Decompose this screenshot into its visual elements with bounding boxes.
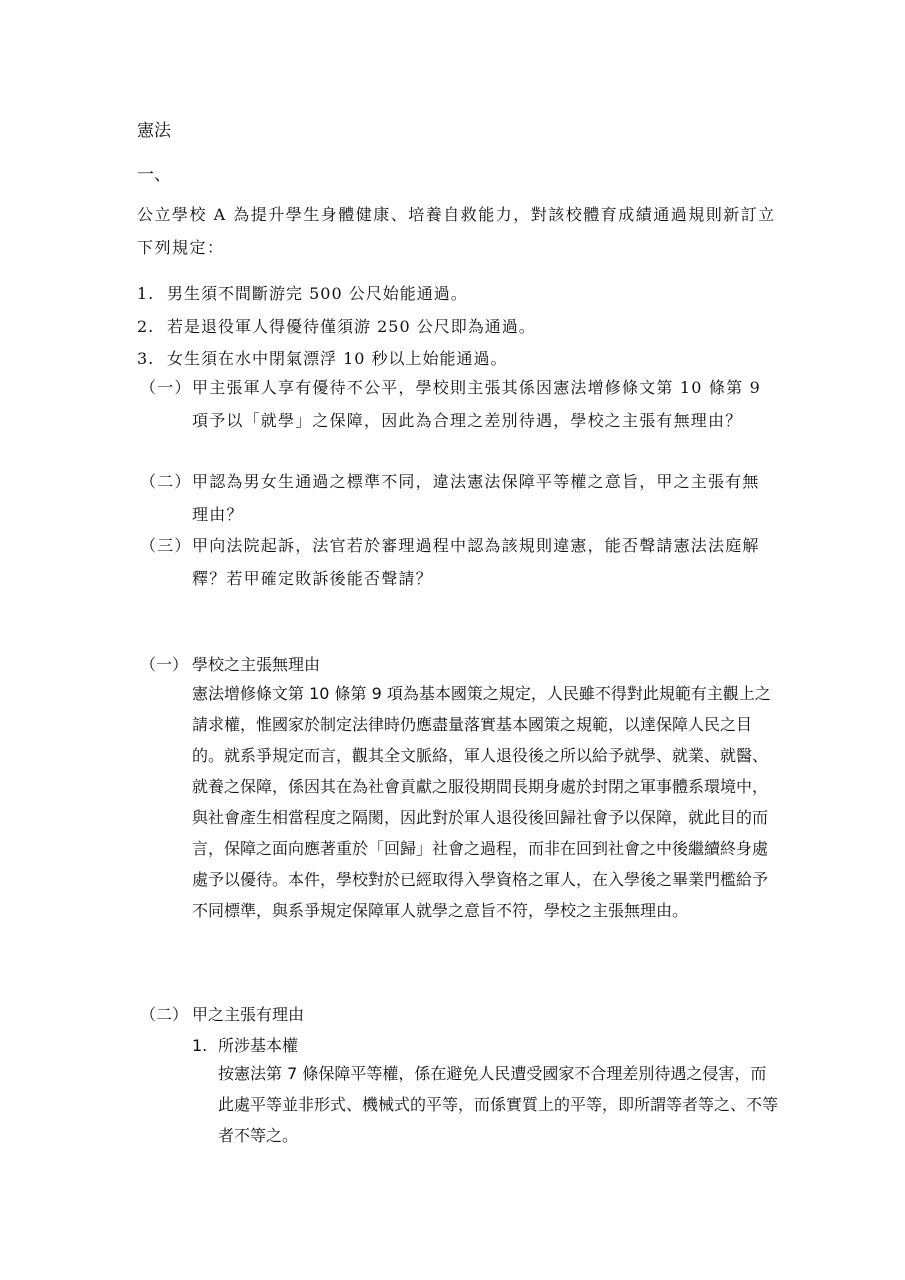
answer-heading-text: 甲之主張有理由 <box>192 1005 305 1024</box>
question-text: 甲認為男女生通過之標準不同，違法憲法保障平等權之意旨，甲之主張有無理由？ <box>192 472 760 524</box>
subsection-number: 1. <box>192 1036 208 1055</box>
rule-text: 男生須不間斷游完 500 公尺始能通過。 <box>167 284 468 303</box>
question-text: 甲向法院起訴，法官若於審理過程中認為該規則違憲，能否聲請憲法法庭解釋？若甲確定敗訴後能否聲請？ <box>192 536 760 588</box>
rule-text: 若是退役軍人得優待僅須游 250 公尺即為通過。 <box>167 317 536 336</box>
subsection-heading-text: 所涉基本權 <box>218 1036 299 1055</box>
subsection-heading <box>192 1033 298 1056</box>
answer-mark: （一） <box>140 655 189 674</box>
rule-item <box>137 346 508 369</box>
rule-number: 1. <box>137 284 155 303</box>
answer-heading-text: 學校之主張無理由 <box>192 655 321 674</box>
answer-heading <box>140 652 320 675</box>
question-text: 甲主張軍人享有優待不公平，學校則主張其係因憲法增修條文第 10 條第 9 項予以「就學」之保障，因此為合理之差別待遇，學校之主張有無理由？ <box>192 378 761 430</box>
question-item <box>140 371 765 437</box>
rule-text: 女生須在水中閉氣漂浮 10 秒以上始能通過。 <box>167 349 508 368</box>
rule-item <box>137 314 536 337</box>
rule-number: 2. <box>137 317 155 336</box>
section-number: 一、 <box>137 165 171 185</box>
subsection-body: 按憲法第 7 條保障平等權，係在避免人民遭受國家不合理差別待遇之侵害，而此處平等並非形式、機械式的平等，而係實質上的平等，即所謂等者等之、不等者不等之。 <box>218 1064 779 1145</box>
answer-heading <box>140 1002 304 1025</box>
rule-number: 3. <box>137 349 155 368</box>
answer-body: 憲法增修條文第 10 條第 9 項為基本國策之規定，人民雖不得對此規範有主觀上之請求權，惟國家於制定法律時仍應盡量落實基本國策之規範，以達保障人民之目的。就系爭規定而言，觀其全文脈絡，軍人退役後之所以給予就學、就業、就醫、就養之保障，係因其在為社會貢獻之服役期間長期身處於封閉之軍事體系環境中，與社會產生相當程度之隔閡，因此對於軍人退役後回歸社會予以保障，就此目的而言，保障之面向應著重於「回歸」社會之過程，而非在回到社會之中後繼續終身處處予以優待。本件，學校對於已經取得入學資格之軍人，在入學後之畢業門檻給予不同標準，與系爭規定保障軍人就學之意旨不符，學校之主張無理由。 <box>192 684 771 920</box>
question-mark: （三） <box>140 536 192 555</box>
question-mark: （二） <box>140 472 192 491</box>
answer-mark: （二） <box>140 1005 189 1024</box>
question-mark: （一） <box>140 378 192 397</box>
question-item <box>140 465 765 531</box>
rule-item <box>137 281 468 304</box>
question-intro: 公立學校 A 為提升學生身體健康、培養自救能力，對該校體育成績通過規則新訂立下列規定： <box>137 205 776 257</box>
document-title: 憲法 <box>137 121 171 141</box>
question-item <box>140 529 765 595</box>
